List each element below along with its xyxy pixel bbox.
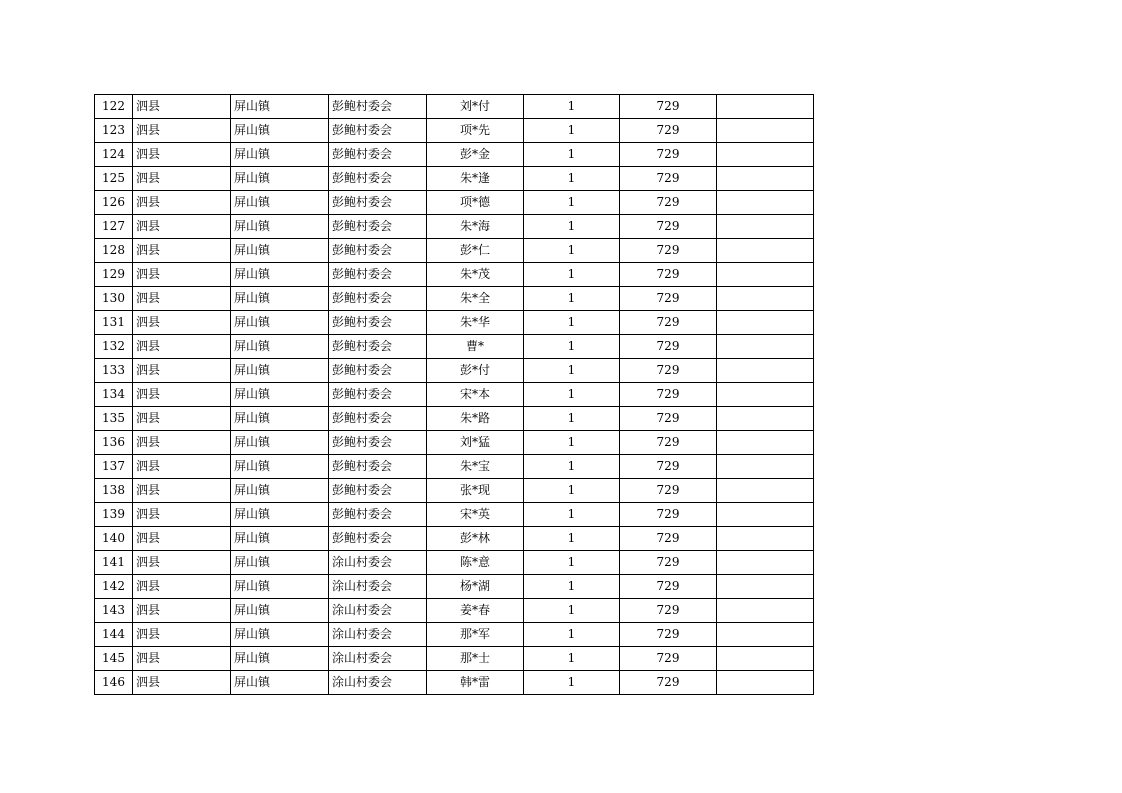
village-committee-cell: 彭鲍村委会 [329, 479, 427, 503]
row-number-cell: 136 [95, 431, 133, 455]
town-cell: 屏山镇 [231, 431, 329, 455]
town-cell: 屏山镇 [231, 95, 329, 119]
person-name-cell: 朱*全 [427, 287, 524, 311]
note-cell [717, 335, 814, 359]
amount-cell: 729 [620, 551, 717, 575]
amount-cell: 729 [620, 263, 717, 287]
amount-cell: 729 [620, 575, 717, 599]
county-cell: 泗县 [133, 95, 231, 119]
county-cell: 泗县 [133, 383, 231, 407]
row-number-cell: 140 [95, 527, 133, 551]
table-row [95, 287, 814, 311]
town-cell: 屏山镇 [231, 263, 329, 287]
count-cell: 1 [524, 383, 620, 407]
beneficiary-table [94, 94, 814, 695]
count-cell: 1 [524, 143, 620, 167]
amount-cell: 729 [620, 239, 717, 263]
county-cell: 泗县 [133, 407, 231, 431]
village-committee-cell: 彭鲍村委会 [329, 335, 427, 359]
village-committee-cell: 涂山村委会 [329, 671, 427, 695]
count-cell: 1 [524, 551, 620, 575]
note-cell [717, 551, 814, 575]
town-cell: 屏山镇 [231, 599, 329, 623]
amount-cell: 729 [620, 95, 717, 119]
row-number-cell: 135 [95, 407, 133, 431]
person-name-cell: 朱*华 [427, 311, 524, 335]
table-row [95, 647, 814, 671]
table-row [95, 311, 814, 335]
row-number-cell: 122 [95, 95, 133, 119]
county-cell: 泗县 [133, 167, 231, 191]
count-cell: 1 [524, 623, 620, 647]
town-cell: 屏山镇 [231, 215, 329, 239]
count-cell: 1 [524, 431, 620, 455]
town-cell: 屏山镇 [231, 287, 329, 311]
table-row [95, 191, 814, 215]
note-cell [717, 431, 814, 455]
note-cell [717, 239, 814, 263]
table-row [95, 623, 814, 647]
town-cell: 屏山镇 [231, 671, 329, 695]
village-committee-cell: 彭鲍村委会 [329, 263, 427, 287]
amount-cell: 729 [620, 215, 717, 239]
county-cell: 泗县 [133, 119, 231, 143]
amount-cell: 729 [620, 599, 717, 623]
amount-cell: 729 [620, 455, 717, 479]
row-number-cell: 146 [95, 671, 133, 695]
person-name-cell: 朱*路 [427, 407, 524, 431]
town-cell: 屏山镇 [231, 551, 329, 575]
town-cell: 屏山镇 [231, 575, 329, 599]
village-committee-cell: 彭鲍村委会 [329, 455, 427, 479]
county-cell: 泗县 [133, 431, 231, 455]
note-cell [717, 119, 814, 143]
person-name-cell: 宋*英 [427, 503, 524, 527]
amount-cell: 729 [620, 119, 717, 143]
note-cell [717, 623, 814, 647]
person-name-cell: 彭*付 [427, 359, 524, 383]
village-committee-cell: 涂山村委会 [329, 551, 427, 575]
table-row [95, 503, 814, 527]
town-cell: 屏山镇 [231, 479, 329, 503]
row-number-cell: 125 [95, 167, 133, 191]
village-committee-cell: 彭鲍村委会 [329, 143, 427, 167]
note-cell [717, 407, 814, 431]
note-cell [717, 575, 814, 599]
town-cell: 屏山镇 [231, 239, 329, 263]
row-number-cell: 124 [95, 143, 133, 167]
village-committee-cell: 彭鲍村委会 [329, 383, 427, 407]
town-cell: 屏山镇 [231, 143, 329, 167]
person-name-cell: 那*士 [427, 647, 524, 671]
note-cell [717, 455, 814, 479]
county-cell: 泗县 [133, 479, 231, 503]
table-row [95, 239, 814, 263]
amount-cell: 729 [620, 671, 717, 695]
county-cell: 泗县 [133, 335, 231, 359]
note-cell [717, 503, 814, 527]
count-cell: 1 [524, 263, 620, 287]
row-number-cell: 141 [95, 551, 133, 575]
table-row [95, 263, 814, 287]
count-cell: 1 [524, 215, 620, 239]
row-number-cell: 133 [95, 359, 133, 383]
note-cell [717, 383, 814, 407]
note-cell [717, 191, 814, 215]
person-name-cell: 刘*猛 [427, 431, 524, 455]
amount-cell: 729 [620, 503, 717, 527]
amount-cell: 729 [620, 479, 717, 503]
table-row [95, 455, 814, 479]
town-cell: 屏山镇 [231, 119, 329, 143]
note-cell [717, 95, 814, 119]
town-cell: 屏山镇 [231, 191, 329, 215]
village-committee-cell: 彭鲍村委会 [329, 407, 427, 431]
county-cell: 泗县 [133, 359, 231, 383]
count-cell: 1 [524, 479, 620, 503]
amount-cell: 729 [620, 287, 717, 311]
person-name-cell: 宋*本 [427, 383, 524, 407]
amount-cell: 729 [620, 647, 717, 671]
person-name-cell: 陈*意 [427, 551, 524, 575]
note-cell [717, 527, 814, 551]
table-row [95, 407, 814, 431]
amount-cell: 729 [620, 359, 717, 383]
table-row [95, 143, 814, 167]
row-number-cell: 129 [95, 263, 133, 287]
person-name-cell: 朱*海 [427, 215, 524, 239]
county-cell: 泗县 [133, 503, 231, 527]
person-name-cell: 项*德 [427, 191, 524, 215]
village-committee-cell: 彭鲍村委会 [329, 527, 427, 551]
count-cell: 1 [524, 239, 620, 263]
town-cell: 屏山镇 [231, 623, 329, 647]
table-row [95, 383, 814, 407]
note-cell [717, 263, 814, 287]
village-committee-cell: 彭鲍村委会 [329, 311, 427, 335]
count-cell: 1 [524, 119, 620, 143]
count-cell: 1 [524, 647, 620, 671]
row-number-cell: 142 [95, 575, 133, 599]
row-number-cell: 138 [95, 479, 133, 503]
village-committee-cell: 涂山村委会 [329, 599, 427, 623]
row-number-cell: 137 [95, 455, 133, 479]
row-number-cell: 127 [95, 215, 133, 239]
table-row [95, 215, 814, 239]
count-cell: 1 [524, 191, 620, 215]
row-number-cell: 130 [95, 287, 133, 311]
count-cell: 1 [524, 599, 620, 623]
county-cell: 泗县 [133, 263, 231, 287]
county-cell: 泗县 [133, 527, 231, 551]
table-row [95, 551, 814, 575]
row-number-cell: 134 [95, 383, 133, 407]
count-cell: 1 [524, 167, 620, 191]
village-committee-cell: 彭鲍村委会 [329, 191, 427, 215]
count-cell: 1 [524, 503, 620, 527]
table-row [95, 479, 814, 503]
count-cell: 1 [524, 359, 620, 383]
note-cell [717, 599, 814, 623]
county-cell: 泗县 [133, 455, 231, 479]
village-committee-cell: 彭鲍村委会 [329, 287, 427, 311]
person-name-cell: 杨*湖 [427, 575, 524, 599]
note-cell [717, 647, 814, 671]
table-row [95, 359, 814, 383]
county-cell: 泗县 [133, 239, 231, 263]
row-number-cell: 143 [95, 599, 133, 623]
amount-cell: 729 [620, 527, 717, 551]
note-cell [717, 671, 814, 695]
village-committee-cell: 彭鲍村委会 [329, 95, 427, 119]
town-cell: 屏山镇 [231, 311, 329, 335]
amount-cell: 729 [620, 311, 717, 335]
row-number-cell: 132 [95, 335, 133, 359]
table-body [95, 95, 814, 695]
amount-cell: 729 [620, 191, 717, 215]
village-committee-cell: 涂山村委会 [329, 575, 427, 599]
row-number-cell: 126 [95, 191, 133, 215]
person-name-cell: 刘*付 [427, 95, 524, 119]
person-name-cell: 彭*林 [427, 527, 524, 551]
county-cell: 泗县 [133, 623, 231, 647]
town-cell: 屏山镇 [231, 647, 329, 671]
village-committee-cell: 涂山村委会 [329, 647, 427, 671]
village-committee-cell: 彭鲍村委会 [329, 503, 427, 527]
note-cell [717, 287, 814, 311]
amount-cell: 729 [620, 335, 717, 359]
table-row [95, 167, 814, 191]
county-cell: 泗县 [133, 287, 231, 311]
amount-cell: 729 [620, 383, 717, 407]
row-number-cell: 139 [95, 503, 133, 527]
person-name-cell: 韩*雷 [427, 671, 524, 695]
county-cell: 泗县 [133, 551, 231, 575]
note-cell [717, 479, 814, 503]
note-cell [717, 359, 814, 383]
count-cell: 1 [524, 311, 620, 335]
row-number-cell: 128 [95, 239, 133, 263]
person-name-cell: 朱*宝 [427, 455, 524, 479]
village-committee-cell: 彭鲍村委会 [329, 215, 427, 239]
amount-cell: 729 [620, 623, 717, 647]
count-cell: 1 [524, 575, 620, 599]
count-cell: 1 [524, 455, 620, 479]
village-committee-cell: 彭鲍村委会 [329, 359, 427, 383]
table-row [95, 95, 814, 119]
village-committee-cell: 彭鲍村委会 [329, 431, 427, 455]
town-cell: 屏山镇 [231, 167, 329, 191]
person-name-cell: 朱*茂 [427, 263, 524, 287]
table-row [95, 527, 814, 551]
row-number-cell: 123 [95, 119, 133, 143]
person-name-cell: 张*现 [427, 479, 524, 503]
note-cell [717, 311, 814, 335]
county-cell: 泗县 [133, 671, 231, 695]
row-number-cell: 131 [95, 311, 133, 335]
person-name-cell: 朱*逢 [427, 167, 524, 191]
count-cell: 1 [524, 407, 620, 431]
amount-cell: 729 [620, 167, 717, 191]
person-name-cell: 彭*仁 [427, 239, 524, 263]
county-cell: 泗县 [133, 599, 231, 623]
person-name-cell: 姜*春 [427, 599, 524, 623]
person-name-cell: 曹* [427, 335, 524, 359]
table-row [95, 575, 814, 599]
town-cell: 屏山镇 [231, 335, 329, 359]
county-cell: 泗县 [133, 647, 231, 671]
town-cell: 屏山镇 [231, 407, 329, 431]
note-cell [717, 215, 814, 239]
row-number-cell: 145 [95, 647, 133, 671]
table-row [95, 599, 814, 623]
count-cell: 1 [524, 671, 620, 695]
county-cell: 泗县 [133, 143, 231, 167]
person-name-cell: 彭*金 [427, 143, 524, 167]
table-row [95, 671, 814, 695]
count-cell: 1 [524, 527, 620, 551]
village-committee-cell: 彭鲍村委会 [329, 119, 427, 143]
county-cell: 泗县 [133, 575, 231, 599]
amount-cell: 729 [620, 407, 717, 431]
county-cell: 泗县 [133, 311, 231, 335]
village-committee-cell: 彭鲍村委会 [329, 239, 427, 263]
count-cell: 1 [524, 95, 620, 119]
note-cell [717, 143, 814, 167]
village-committee-cell: 彭鲍村委会 [329, 167, 427, 191]
person-name-cell: 项*先 [427, 119, 524, 143]
town-cell: 屏山镇 [231, 455, 329, 479]
table-row [95, 431, 814, 455]
town-cell: 屏山镇 [231, 527, 329, 551]
count-cell: 1 [524, 287, 620, 311]
person-name-cell: 那*军 [427, 623, 524, 647]
table-row [95, 335, 814, 359]
amount-cell: 729 [620, 431, 717, 455]
note-cell [717, 167, 814, 191]
table-row [95, 119, 814, 143]
village-committee-cell: 涂山村委会 [329, 623, 427, 647]
county-cell: 泗县 [133, 215, 231, 239]
county-cell: 泗县 [133, 191, 231, 215]
count-cell: 1 [524, 335, 620, 359]
amount-cell: 729 [620, 143, 717, 167]
town-cell: 屏山镇 [231, 359, 329, 383]
town-cell: 屏山镇 [231, 383, 329, 407]
row-number-cell: 144 [95, 623, 133, 647]
town-cell: 屏山镇 [231, 503, 329, 527]
